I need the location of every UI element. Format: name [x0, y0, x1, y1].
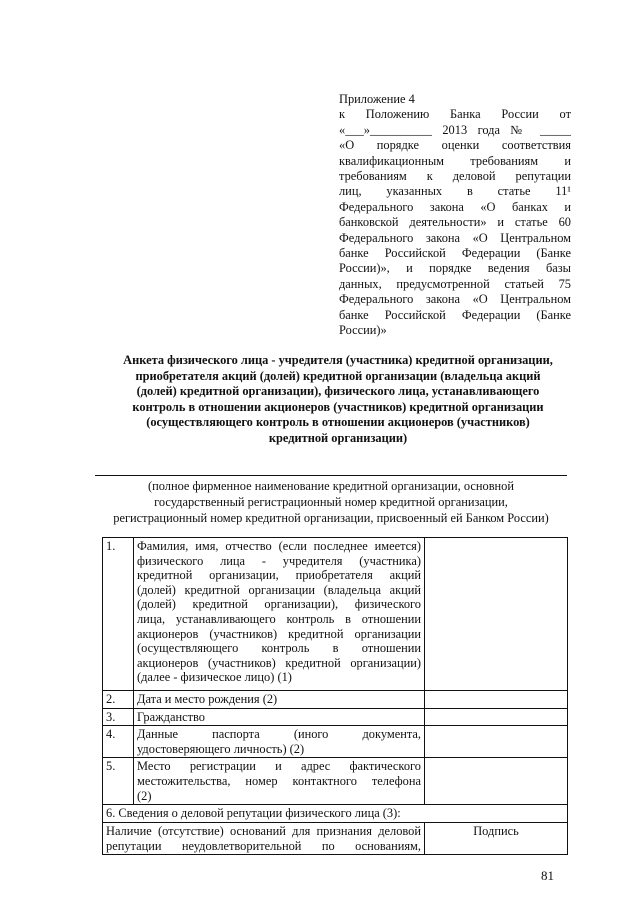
label-line: акционеров (участников) кредитной организации [137, 626, 421, 641]
appendix-line: России)» [339, 323, 387, 338]
appendix-line: банке Российской Федерации (Банке [339, 307, 571, 322]
label-line: (осуществляющего контроль в отношении [137, 641, 421, 656]
label-line: местожительства, номер контактного телефона [137, 773, 421, 788]
row-label [134, 691, 425, 709]
title-line: Анкета физического лица - учредителя (участника) кредитной организации, [123, 353, 553, 367]
caption-line: регистрационный номер кредитной организации, присвоенный ей Банком России) [113, 511, 549, 525]
section-6-heading: 6. Сведения о деловой репутации физического лица (3): [103, 805, 568, 823]
row-value-field[interactable] [425, 691, 568, 709]
row-value-field[interactable] [425, 708, 568, 726]
row-value-field[interactable] [425, 726, 568, 758]
table-row [103, 758, 568, 805]
appendix-line: «О порядке оценки соответствия [339, 138, 571, 153]
questionnaire-title [103, 353, 573, 447]
label-line: физического лица - учредителя (участника) [137, 553, 421, 568]
appendix-line: «___»__________ 2013 года № _____ [339, 122, 571, 137]
table-row [103, 538, 568, 691]
label-line: репутации неудовлетворительной по основаниям, [106, 838, 421, 853]
appendix-line: квалификационным требованиям и [339, 153, 571, 168]
reputation-label [103, 822, 425, 854]
appendix-line: России)», и порядке ведения базы [339, 261, 571, 276]
row-label [134, 708, 425, 726]
caption-line: (полное фирменное наименование кредитной организации, основной [147, 479, 515, 493]
organization-caption [90, 478, 572, 526]
row-number: 4. [103, 726, 134, 758]
title-line: (долей) кредитной организации), физического лица, устанавливающего [136, 384, 540, 399]
appendix-line: Федерального закона «О Центральном [339, 292, 571, 307]
row-value-field[interactable] [425, 758, 568, 805]
appendix-line: Приложение 4 [339, 92, 415, 106]
table-row [103, 726, 568, 758]
label-line: Данные паспорта (иного документа, [137, 727, 421, 742]
row-label [134, 726, 425, 758]
label-line: (далее - физическое лицо) (1) [137, 670, 292, 685]
label-line: Дата и место рождения (2) [137, 692, 278, 706]
row-number: 3. [103, 708, 134, 726]
table-row [103, 805, 568, 823]
table-row [103, 691, 568, 709]
label-line: (2) [137, 788, 152, 803]
table-row [103, 822, 568, 854]
row-label [134, 538, 425, 691]
appendix-line: Федерального закона «О Центральном [339, 230, 571, 245]
label-line: удостоверяющего личность) (2) [137, 741, 305, 756]
caption-line: государственный регистрационный номер кредитной организации, [154, 495, 508, 509]
appendix-line: к Положению Банка России от [339, 107, 571, 122]
row-number: 1. [103, 538, 134, 691]
appendix-line: банковской деятельности» и статье 60 [339, 215, 571, 230]
appendix-line: лиц, указанных в статье 11¹ [339, 184, 571, 199]
label-line: кредитной организации, приобретателя акций [137, 568, 421, 583]
organization-name-line [95, 475, 567, 476]
signature-header: Подпись [425, 822, 568, 854]
title-line: приобретателя акций (долей) кредитной организации (владельца акций [135, 368, 541, 383]
label-line: Гражданство [137, 709, 205, 724]
appendix-line: требованиям к деловой репутации [339, 169, 571, 184]
label-line: Место регистрации и адрес фактического [137, 759, 421, 774]
row-number: 5. [103, 758, 134, 805]
table-row [103, 708, 568, 726]
label-line: акционеров (участников) кредитной организации) [137, 655, 421, 670]
label-line: (долей) кредитной организации (владельца акций [137, 582, 421, 597]
label-line: Наличие (отсутствие) оснований для признания деловой [106, 823, 421, 838]
appendix-reference [339, 92, 571, 339]
appendix-line: данных, предусмотренной статьей 75 [339, 276, 571, 291]
row-number: 2. [103, 691, 134, 709]
label-line: (долей) кредитной организации), физического [137, 597, 421, 612]
appendix-line: Федерального закона «О банках и [339, 199, 571, 214]
row-label [134, 758, 425, 805]
appendix-line: банке Российской Федерации (Банке [339, 246, 571, 261]
label-line: лица, устанавливающего контроль в отношении [137, 611, 421, 626]
title-line: (осуществляющего контроль в отношении акционеров (участников) [146, 415, 530, 430]
questionnaire-table [102, 537, 568, 855]
title-line: контроль в отношении акционеров (участников) кредитной организации [132, 399, 544, 414]
title-line: кредитной организации) [268, 430, 408, 445]
label-line: Фамилия, имя, отчество (если последнее имеется) [137, 539, 421, 553]
row-value-field[interactable] [425, 538, 568, 691]
page-number: 81 [541, 868, 554, 883]
